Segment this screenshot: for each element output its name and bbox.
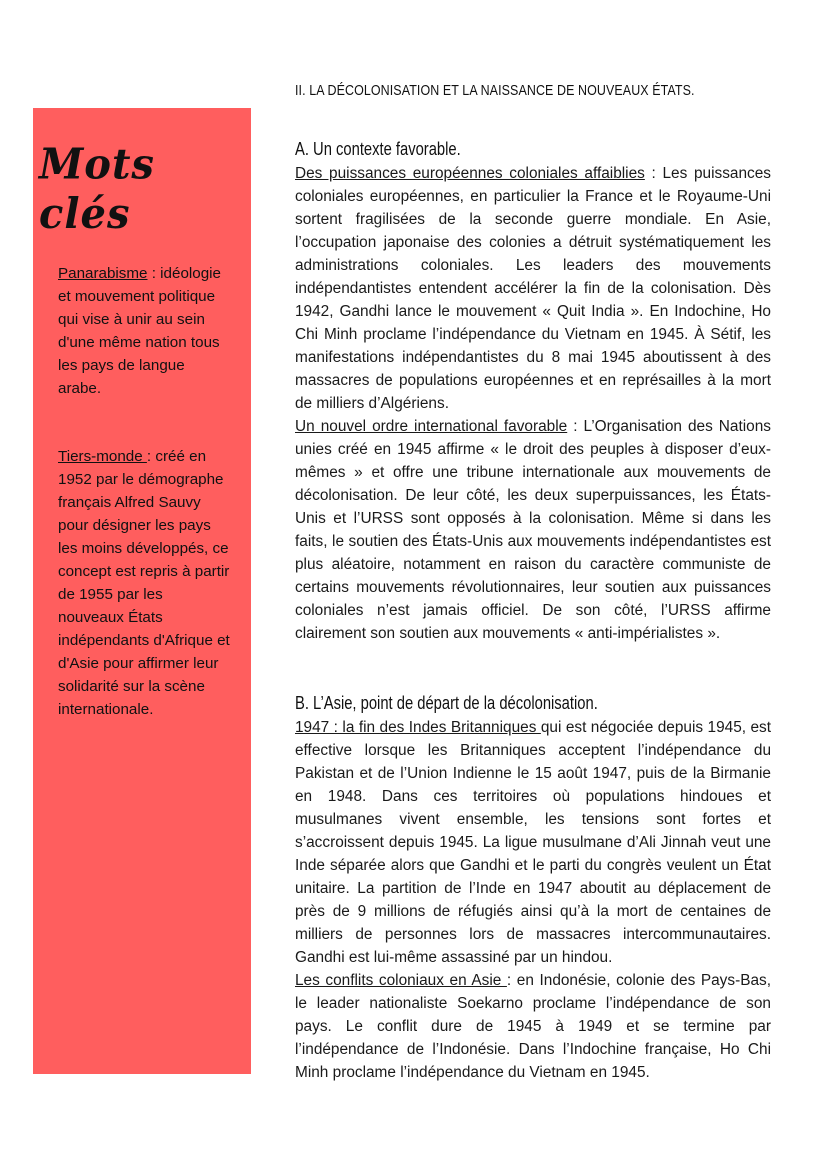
section-title: II. LA DÉCOLONISATION ET LA NAISSANCE DE NOUVEAUX ÉTATS. xyxy=(295,83,695,99)
paragraph-lead: Des puissances européennes coloniales affaiblies xyxy=(295,165,645,182)
subsection-title-b: B. L’Asie, point de départ de la décolonisation. xyxy=(295,693,598,713)
paragraph-text: : Les puissances coloniales européennes, en particulier la France et le Royaume-Uni sortent fragilisées de la seconde guerre mondiale. En Asie, l’occupation japonaise des colonies a détruit systématiquement les administrations coloniales. Les leaders des mouvements indépendantistes entendent accélérer la fin de la colonisation. Dès 1942, Gandhi lance le mouvement « Quit India ». En Indochine, Ho Chi Minh proclame l’indépendance du Vietnam en 1945. À Sétif, les manifestations indépendantistes du 8 mai 1945 aboutissent à des massacres de populations européennes et en représailles à la mort de milliers d’Algériens. xyxy=(295,165,771,412)
subsection-body-a xyxy=(295,162,771,645)
paragraph-lead: 1947 : la fin des Indes Britanniques xyxy=(295,719,541,736)
keywords-sidebar xyxy=(33,108,251,1074)
sidebar-title: Mots clés xyxy=(39,139,155,239)
definition-separator: : xyxy=(147,265,161,282)
paragraph-lead: Les conflits coloniaux en Asie xyxy=(295,972,507,989)
paragraph-text: qui est négociée depuis 1945, est effective lorsque les Britanniques acceptent l’indépendance du Pakistan et de l’Union Indienne le 15 août 1947, puis de la Birmanie en 1948. Dans ces territoires où populations hindoues et musulmanes vivent ensemble, les tensions sont fortes et s’accroissent depuis 1945. La ligue musulmane d’Ali Jinnah veut une Inde séparée alors que Gandhi et le parti du congrès veulent un État unitaire. La partition de l’Inde en 1947 aboutit au déplacement de près de 9 millions de réfugiés ainsi qu’à la mort de centaines de milliers de personnes lors de massacres intercommunautaires. Gandhi est lui-même assassiné par un hindou. xyxy=(295,719,771,966)
definition-tiers-monde xyxy=(58,445,230,721)
subsection-title-a: A. Un contexte favorable. xyxy=(295,139,461,159)
paragraph-text: : en Indonésie, colonie des Pays-Bas, le leader nationaliste Soekarno proclame l’indépendance de son pays. Le conflit dure de 1945 à 1949 et se termine par l’indépendance de l’Indonésie. Dans l’Indochine française, Ho Chi Minh proclame l’indépendance du Vietnam en 1945. xyxy=(295,972,771,1081)
definition-term: Panarabisme xyxy=(58,265,148,282)
definition-separator: : xyxy=(146,448,156,465)
paragraph-text: : L’Organisation des Nations unies créé en 1945 affirme « le droit des peuples à disposer d’eux-mêmes » et offre une tribune internationale aux mouvements de décolonisation. De leur côté, les deux superpuissances, les États-Unis et l’URSS sont opposés à la colonisation. Même si dans les faits, le soutien des États-Unis aux mouvements indépendantistes est plus aléatoire, notamment en raison du caractère communiste de certains mouvements révolutionnaires, leur soutien aux puissances coloniales n’est jamais officiel. De son côté, l’URSS affirme clairement son soutien aux mouvements « anti-impérialistes ». xyxy=(295,418,771,642)
paragraph-lead: Un nouvel ordre international favorable xyxy=(295,418,568,435)
definition-panarabisme xyxy=(58,262,230,400)
definition-text: idéologie et mouvement politique qui vise à unir au sein d'une même nation tous les pays de langue arabe. xyxy=(58,265,221,397)
definition-term: Tiers-monde xyxy=(58,448,147,465)
subsection-body-b xyxy=(295,716,771,1084)
definition-text: créé en 1952 par le démographe français Alfred Sauvy pour désigner les pays les moins développés, ce concept est repris à partir de 1955 par les nouveaux États indépendants d'Afrique et d'Asie pour affirmer leur solidarité sur la scène internationale. xyxy=(58,448,230,718)
